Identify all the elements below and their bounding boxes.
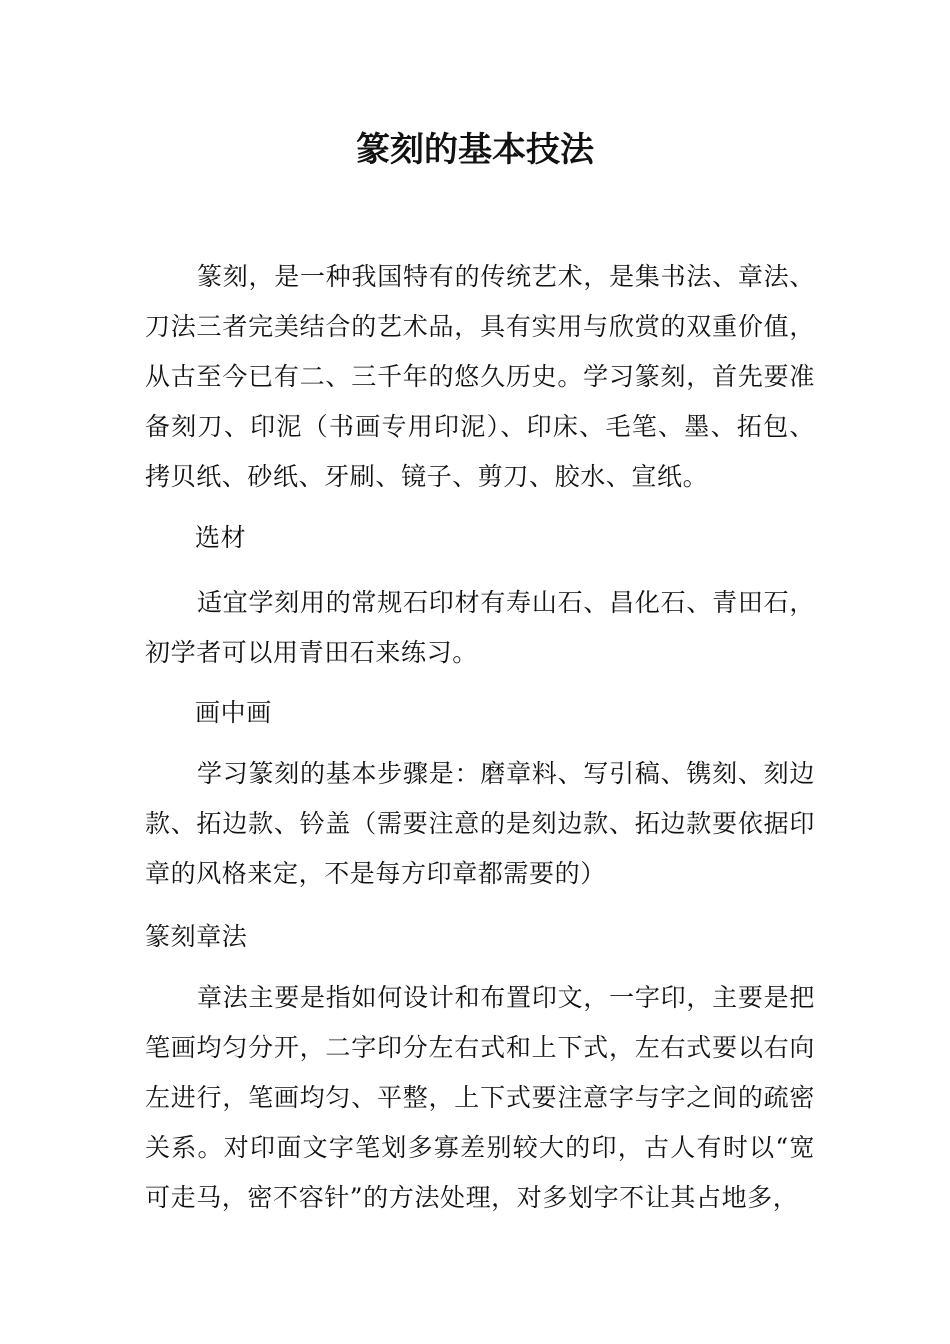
paragraph-intro: 篆刻，是一种我国特有的传统艺术，是集书法、章法、刀法三者完美结合的艺术品，具有实用与欣赏的双重价值，从古至今已有二、三千年的悠久历史。学习篆刻，首先要准备刻刀、印泥（书画专用印泥）、印床、毛笔、墨、拓包、拷贝纸、砂纸、牙刷、镜子、剪刀、胶水、宣纸。 [145,262,815,491]
paragraph-composition: 章法主要是指如何设计和布置印文，一字印，主要是把笔画均匀分开，二字印分左右式和上下式，左右式要以右向左进行，笔画均匀、平整，上下式要注意字与字之间的疏密关系。对印面文字笔划多寡差别较大的印，古人有时以“宽可走马，密不容针”的方法处理，对多划字不让其占地多， [145,983,815,1212]
section-heading-composition: 篆刻章法 [145,922,248,951]
section-heading-material: 选材 [195,523,247,552]
section-heading-picture: 画中画 [195,698,272,727]
paragraph-steps: 学习篆刻的基本步骤是：磨章料、写引稿、镌刻、刻边款、拓边款、钤盖（需要注意的是刻边款、拓边款要依据印章的风格来定，不是每方印章都需要的） [145,759,815,888]
paragraph-material: 适宜学刻用的常规石印材有寿山石、昌化石、青田石，初学者可以用青田石来练习。 [145,588,815,667]
document-title: 篆刻的基本技法 [356,130,594,170]
